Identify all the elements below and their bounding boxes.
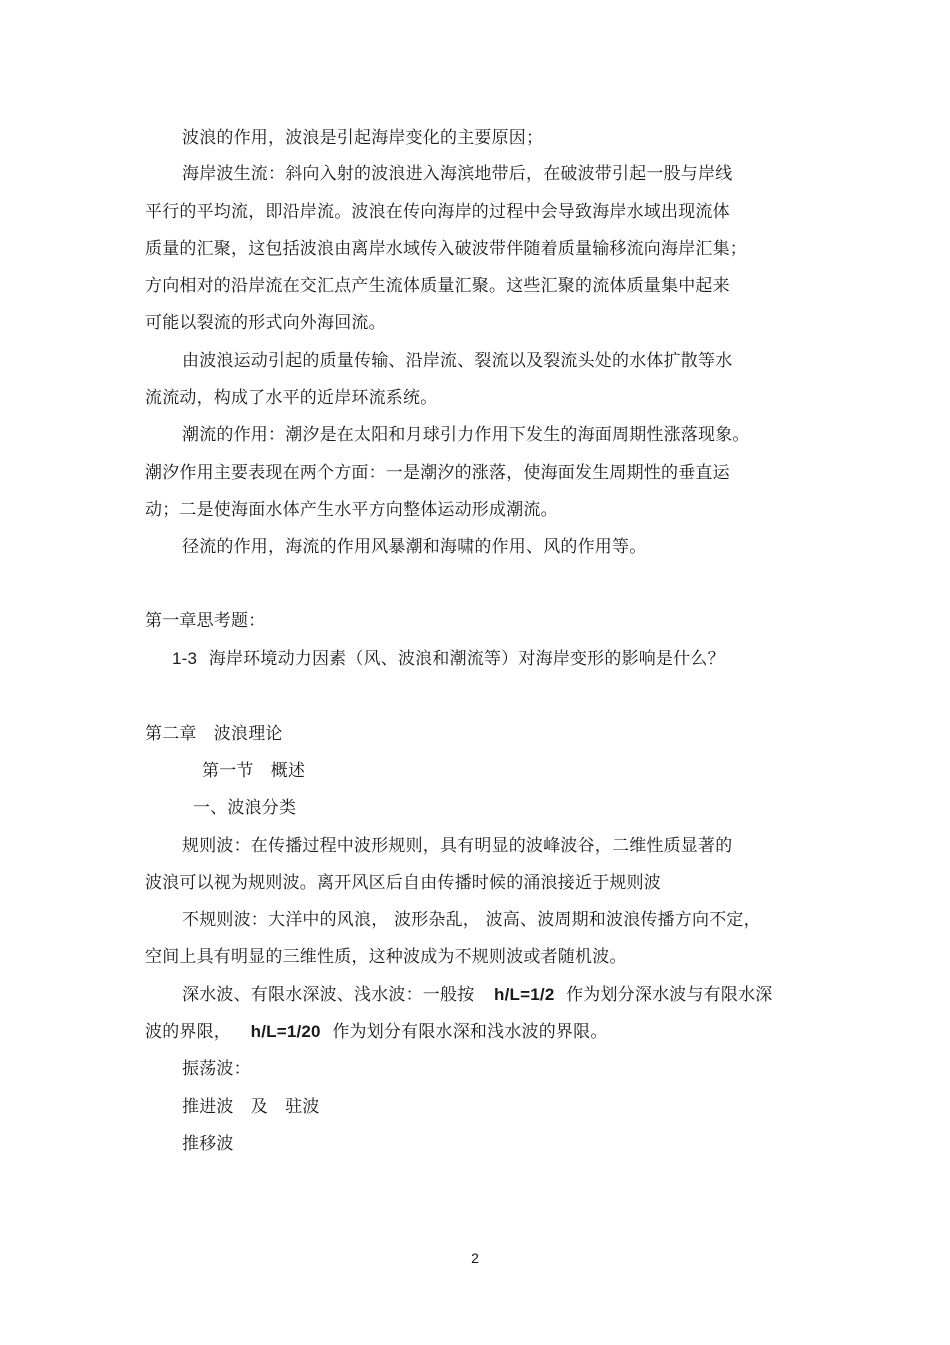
text-line <box>182 984 772 1006</box>
text-line <box>145 1021 608 1043</box>
subsection-title: 一、波浪分类 <box>193 798 297 818</box>
question-item <box>172 648 725 670</box>
text-line: 推进波 及 驻波 <box>182 1097 320 1117</box>
text-segment: 深水波、有限水深波、浅水波：一般按 <box>182 985 475 1005</box>
text-line: 平行的平均流，即沿岸流。波浪在传向海岸的过程中会导致海岸水域出现流体 <box>145 202 730 222</box>
text-line: 动；二是使海面水体产生水平方向整体运动形成潮流。 <box>145 500 558 520</box>
page-number: 2 <box>471 1250 479 1266</box>
text-line: 空间上具有明显的三维性质，这种波成为不规则波或者随机波。 <box>145 947 627 967</box>
text-line: 方向相对的沿岸流在交汇点产生流体质量汇聚。这些汇聚的流体质量集中起来 <box>145 276 730 296</box>
text-line: 海岸波生流：斜向入射的波浪进入海滨地带后，在破波带引起一股与岸线 <box>182 164 733 184</box>
text-segment: 作为划分深水波与有限水深 <box>566 985 773 1005</box>
text-segment: 作为划分有限水深和浅水波的界限。 <box>332 1022 608 1042</box>
text-segment: 波的界限， <box>145 1022 231 1042</box>
question-text: 海岸环境动力因素（风、波浪和潮流等）对海岸变形的影响是什么？ <box>208 649 725 669</box>
text-line: 径流的作用，海流的作用风暴潮和海啸的作用、风的作用等。 <box>182 537 647 557</box>
text-line: 质量的汇聚，这包括波浪由离岸水域传入破波带伴随着质量输移流向海岸汇集； <box>145 239 747 259</box>
text-line: 可能以裂流的形式向外海回流。 <box>145 313 386 333</box>
text-line: 波浪可以视为规则波。离开风区后自由传播时候的涌浪接近于规则波 <box>145 873 661 893</box>
text-line: 波浪的作用，波浪是引起海岸变化的主要原因； <box>182 128 544 148</box>
formula: h/L=1/2 <box>494 985 555 1004</box>
formula: h/L=1/20 <box>250 1022 321 1041</box>
text-line: 规则波：在传播过程中波形规则，具有明显的波峰波谷，二维性质显著的 <box>182 836 733 856</box>
question-number: 1-3 <box>172 649 198 668</box>
text-line: 潮汐作用主要表现在两个方面：一是潮汐的涨落，使海面发生周期性的垂直运 <box>145 463 730 483</box>
text-line: 潮流的作用：潮汐是在太阳和月球引力作用下发生的海面周期性涨落现象。 <box>182 425 750 445</box>
questions-heading: 第一章思考题： <box>145 611 266 631</box>
text-line: 流流动，构成了水平的近岸环流系统。 <box>145 388 438 408</box>
text-line: 由波浪运动引起的质量传输、沿岸流、裂流以及裂流头处的水体扩散等水 <box>182 351 733 371</box>
section-title: 第一节 概述 <box>202 761 306 781</box>
text-line: 振荡波： <box>182 1059 251 1079</box>
text-line: 不规则波：大洋中的风浪， 波形杂乱， 波高、波周期和波浪传播方向不定， <box>182 910 761 930</box>
text-line: 推移波 <box>182 1134 234 1154</box>
chapter-title: 第二章 波浪理论 <box>145 724 283 744</box>
